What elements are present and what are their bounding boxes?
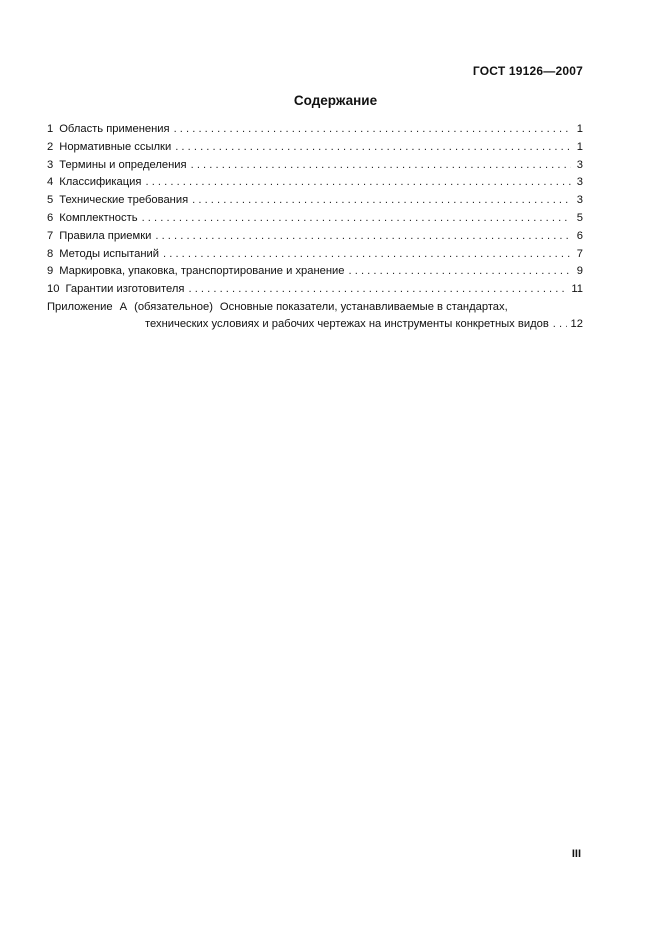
- toc-entry-7[interactable]: [47, 228, 583, 246]
- appendix-page: 12: [570, 317, 583, 330]
- toc-leader-dots: [192, 192, 571, 210]
- toc-entry-page: 1: [576, 140, 583, 153]
- toc-entry-text: Правила приемки: [59, 229, 152, 242]
- appendix-second-line: [47, 316, 583, 333]
- toc-leader-dots: [174, 121, 571, 139]
- toc-entry-page: 3: [576, 176, 583, 189]
- toc-entry-text: Технические требования: [59, 194, 189, 207]
- toc-entry-page: 7: [576, 247, 583, 260]
- toc-entry-number: 6: [47, 211, 54, 224]
- appendix-title-line2: технических условиях и рабочих чертежах на инструменты конкретных видов: [145, 317, 549, 330]
- toc-entry-number: 5: [47, 194, 54, 207]
- toc-entry-3[interactable]: [47, 157, 583, 175]
- toc-entry-number: 9: [47, 265, 54, 278]
- toc-leader-dots: [553, 316, 567, 333]
- toc-leader-dots: [189, 281, 568, 299]
- toc-entry-page: 3: [576, 158, 583, 171]
- toc-entry-5[interactable]: [47, 192, 583, 210]
- toc-entry-number: 8: [47, 247, 54, 260]
- page-number: III: [571, 848, 581, 860]
- appendix-label: Приложение: [47, 300, 113, 313]
- toc-leader-dots: [175, 139, 571, 157]
- toc-leader-dots: [142, 210, 571, 228]
- toc-entry-text: Нормативные ссылки: [59, 140, 172, 153]
- toc-entry-10[interactable]: [47, 281, 583, 299]
- toc-entry-page: 11: [571, 283, 583, 296]
- toc-entry-1[interactable]: [47, 121, 583, 139]
- table-of-contents: [47, 121, 583, 333]
- toc-entry-9[interactable]: [47, 263, 583, 281]
- toc-entry-page: 5: [576, 211, 583, 224]
- toc-leader-dots: [191, 157, 571, 175]
- toc-entry-text: Комплектность: [59, 211, 138, 224]
- standard-code: ГОСТ 19126—2007: [472, 64, 583, 78]
- toc-leader-dots: [349, 263, 571, 281]
- toc-entry-8[interactable]: [47, 246, 583, 264]
- toc-entry-number: 7: [47, 229, 54, 242]
- toc-entry-text: Маркировка, упаковка, транспортирование и хранение: [59, 265, 345, 278]
- toc-entry-number: 10: [47, 283, 60, 296]
- toc-entry-number: 3: [47, 158, 54, 171]
- appendix-title-line1: Основные показатели, устанавливаемые в стандартах,: [219, 300, 508, 313]
- appendix-status: (обязательное): [134, 300, 213, 313]
- toc-entry-text: Классификация: [59, 176, 142, 189]
- toc-entry-text: Гарантии изготовителя: [65, 283, 185, 296]
- toc-entry-4[interactable]: [47, 174, 583, 192]
- toc-entry-text: Область применения: [59, 123, 170, 135]
- toc-entry-2[interactable]: [47, 139, 583, 157]
- toc-entry-number: 4: [47, 176, 54, 189]
- toc-leader-dots: [145, 174, 571, 192]
- toc-entry-page: 9: [576, 265, 583, 278]
- toc-title: Содержание: [293, 93, 378, 108]
- toc-entry-6[interactable]: [47, 210, 583, 228]
- toc-entry-page: 3: [576, 194, 583, 207]
- toc-appendix-entry[interactable]: [47, 299, 583, 333]
- appendix-letter: А: [119, 300, 128, 313]
- toc-entry-text: Термины и определения: [59, 158, 187, 171]
- toc-entry-page: 6: [576, 229, 583, 242]
- toc-entry-number: 1: [47, 123, 54, 135]
- toc-entry-page: 1: [576, 123, 583, 135]
- toc-entry-number: 2: [47, 140, 54, 153]
- toc-entry-text: Методы испытаний: [59, 247, 160, 260]
- appendix-first-line: [47, 299, 583, 316]
- toc-leader-dots: [163, 246, 571, 264]
- toc-leader-dots: [155, 228, 571, 246]
